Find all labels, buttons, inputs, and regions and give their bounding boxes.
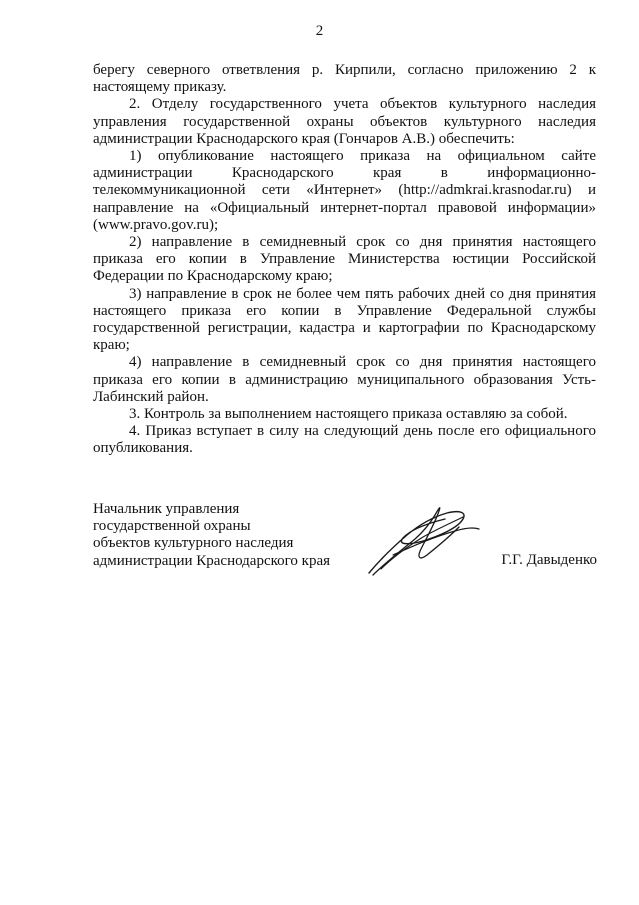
- page-number: 2: [315, 23, 324, 39]
- paragraph-item-4: 4. Приказ вступает в силу на следующий день после его официального опубликования.: [93, 423, 596, 457]
- signer-title-line: Начальник управления: [93, 501, 240, 517]
- paragraph-item-2: 2. Отделу государственного учета объектов культурного наследия управления государственной охраны объектов культурного наследия администрации Краснодарского края (Гончаров А.В.) обеспечить:: [93, 96, 596, 147]
- signature-block: [93, 501, 596, 581]
- signer-title-line: объектов культурного наследия: [93, 535, 294, 552]
- signer-name: Г.Г. Давыденко: [501, 552, 597, 568]
- paragraph-subitem-1: 1) опубликование настоящего приказа на официальном сайте администрации Краснодарского края в информационно-телекоммуникационной сети «Интернет» (http://admkrai.krasnodar.ru) и направление на «Официальный интернет-портал правовой информации» (www.pravo.gov.ru);: [93, 148, 596, 233]
- signer-title-line: государственной охраны: [93, 518, 251, 535]
- signer-title-line: администрации Краснодарского края: [93, 552, 331, 569]
- paragraph-continuation: берегу северного ответвления р. Кирпили, согласно приложению 2 к настоящему приказу.: [93, 62, 596, 96]
- paragraph-subitem-3: 3) направление в срок не более чем пять рабочих дней со дня принятия настоящего приказа его копии в Управление Федеральной службы государственной регистрации, кадастра и картографии по Краснодарскому краю;: [93, 285, 596, 354]
- paragraph-item-3: 3. Контроль за выполнением настоящего приказа оставляю за собой.: [129, 406, 568, 423]
- paragraph-subitem-4: 4) направление в семидневный срок со дня принятия настоящего приказа его копии в администрацию муниципального образования Усть-Лабинский район.: [93, 354, 596, 405]
- signer-title: [93, 501, 353, 570]
- document-body: [93, 62, 596, 458]
- paragraph-subitem-2: 2) направление в семидневный срок со дня принятия настоящего приказа его копии в Управление Министерства юстиции Российской Федерации по Краснодарскому краю;: [93, 234, 596, 285]
- handwritten-signature: [363, 503, 483, 577]
